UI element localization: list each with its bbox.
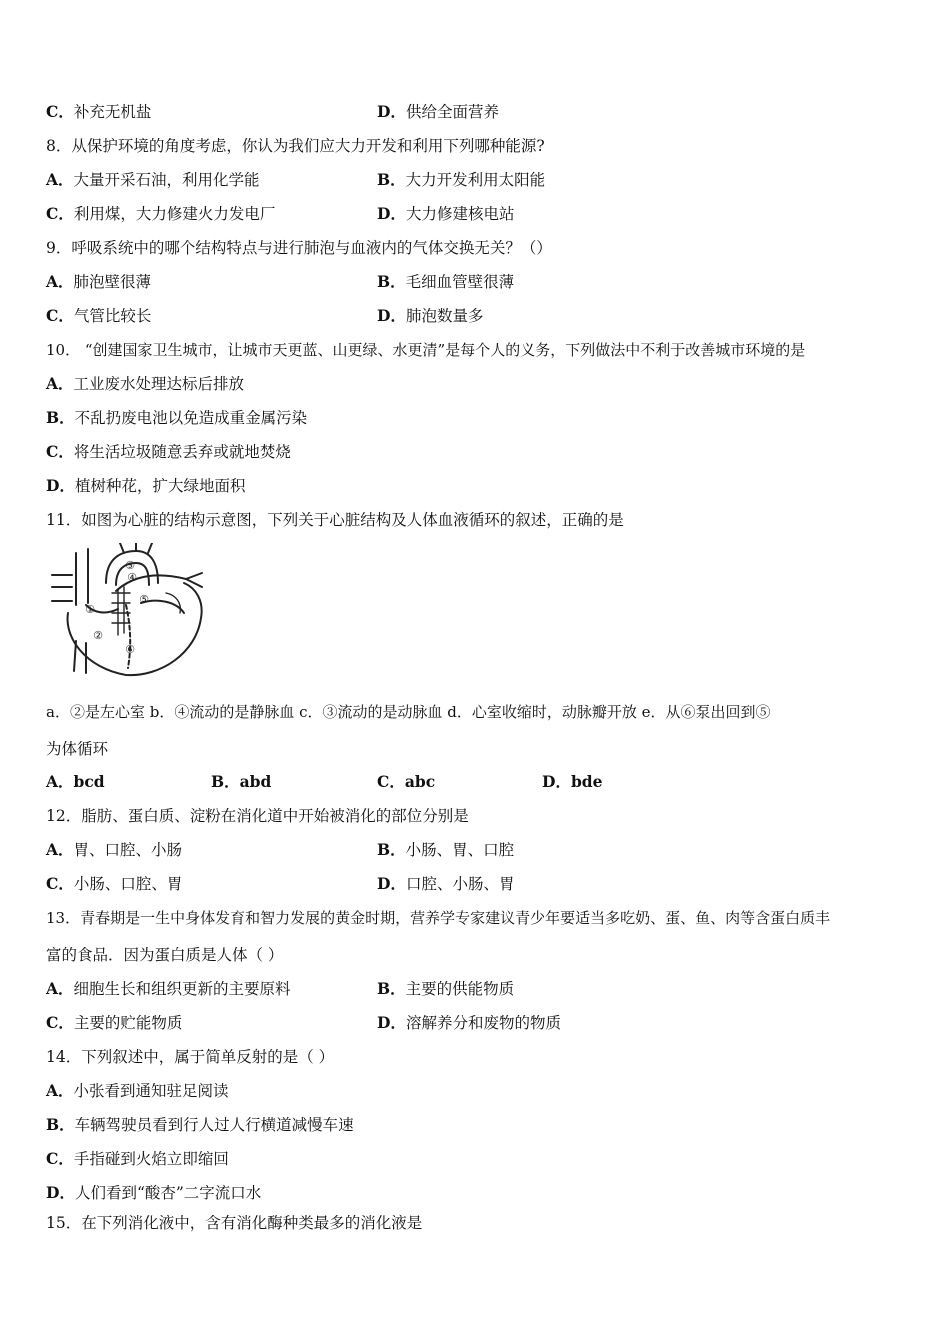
- option-label: D．: [46, 1183, 75, 1202]
- option-text: 车辆驾驶员看到行人过人行横道减慢车速: [74, 1116, 354, 1134]
- q14-stem: 14．下列叙述中，属于简单反射的是（ ）: [46, 1048, 335, 1066]
- q7-option-d: [377, 102, 499, 122]
- figure-label-3: ③: [125, 559, 135, 572]
- q12-option-d: [377, 874, 514, 894]
- q13-stem-line1: 13．青春期是一生中身体发育和智力发展的黄金时期，营养学专家建议青少年要适当多吃奶、蛋、鱼、肉等含蛋白质丰: [46, 909, 831, 927]
- q11-option-a: [46, 772, 105, 792]
- q13-stem-line2: 富的食品．因为蛋白质是人体（ ）: [46, 946, 284, 964]
- q11-stem: 11．如图为心脏的结构示意图，下列关于心脏结构及人体血液循环的叙述，正确的是: [46, 511, 624, 529]
- option-label: C．: [46, 306, 74, 325]
- option-text: 溶解养分和废物的物质: [405, 1014, 561, 1032]
- q14-option-d: [46, 1183, 261, 1203]
- option-text: 将生活垃圾随意丢弃或就地焚烧: [73, 443, 291, 461]
- figure-label-2: ②: [93, 629, 103, 642]
- q12-stem: 12．脂肪、蛋白质、淀粉在消化道中开始被消化的部位分别是: [46, 807, 469, 825]
- q11-option-d: [542, 772, 603, 792]
- q14-option-a: [46, 1081, 229, 1101]
- vena-cava-shape: [76, 549, 88, 605]
- option-text: 植树种花，扩大绿地面积: [74, 477, 246, 495]
- figure-label-6: ⑥: [125, 643, 135, 656]
- option-text: 小肠、胃、口腔: [405, 841, 515, 859]
- option-label: C．: [46, 442, 74, 461]
- option-text: 胃、口腔、小肠: [73, 841, 183, 859]
- q13-option-b: [377, 979, 514, 999]
- q10-stem: 10． “创建国家卫生城市，让城市天更蓝、山更绿、水更清”是每个人的义务，下列做法中不利于改善城市环境的是: [46, 341, 806, 359]
- q13-option-c: [46, 1013, 182, 1033]
- option-label: C．: [46, 102, 74, 121]
- option-label: D．: [377, 874, 406, 893]
- option-label: D．: [377, 102, 406, 121]
- option-label: B．: [377, 272, 406, 291]
- option-text: 人们看到“酸杏”二字流口水: [74, 1184, 262, 1202]
- option-text: 供给全面营养: [405, 103, 499, 121]
- option-text: abd: [239, 772, 272, 791]
- option-label: C．: [377, 772, 405, 791]
- option-text: 工业废水处理达标后排放: [73, 375, 245, 393]
- option-text: 不乱扔废电池以免造成重金属污染: [74, 409, 308, 427]
- option-label: A．: [46, 170, 74, 189]
- q8-option-d: [377, 204, 514, 224]
- q8-option-b: [377, 170, 545, 190]
- q9-option-a: [46, 272, 151, 292]
- option-label: A．: [46, 374, 74, 393]
- option-label: A．: [46, 840, 74, 859]
- q11-option-c: [377, 772, 435, 792]
- option-label: D．: [46, 476, 75, 495]
- q10-option-c: [46, 442, 291, 462]
- option-text: 肺泡壁很薄: [73, 273, 152, 291]
- q13-option-a: [46, 979, 291, 999]
- q11-option-b: [211, 772, 271, 792]
- q13-option-d: [377, 1013, 561, 1033]
- option-label: A．: [46, 979, 74, 998]
- option-text: 手指碰到火焰立即缩回: [73, 1150, 229, 1168]
- septum-shape: [126, 605, 130, 668]
- option-label: A．: [46, 772, 74, 791]
- option-label: A．: [46, 272, 74, 291]
- q9-option-d: [377, 306, 483, 326]
- option-label: A．: [46, 1081, 74, 1100]
- option-label: B．: [377, 979, 406, 998]
- option-text: 大力开发利用太阳能: [405, 171, 546, 189]
- q12-option-b: [377, 840, 514, 860]
- option-text: 大力修建核电站: [405, 205, 515, 223]
- option-text: bcd: [73, 772, 105, 791]
- option-text: 气管比较长: [73, 307, 152, 325]
- option-text: 补充无机盐: [73, 103, 152, 121]
- q9-option-c: [46, 306, 151, 326]
- pulmonary-veins-left-shape: [52, 575, 72, 601]
- option-text: 小肠、口腔、胃: [73, 875, 183, 893]
- option-text: 细胞生长和组织更新的主要原料: [73, 980, 291, 998]
- q7-option-c: [46, 102, 151, 122]
- option-label: C．: [46, 874, 74, 893]
- option-label: B．: [46, 408, 75, 427]
- option-text: 肺泡数量多: [405, 307, 484, 325]
- q10-option-a: [46, 374, 244, 394]
- option-label: C．: [46, 1013, 74, 1032]
- option-text: bde: [570, 772, 603, 791]
- option-text: 小张看到通知驻足阅读: [73, 1082, 229, 1100]
- option-label: D．: [377, 204, 406, 223]
- q9-option-b: [377, 272, 514, 292]
- option-label: D．: [377, 1013, 406, 1032]
- q11-statements-line2: 为体循环: [46, 740, 109, 758]
- option-label: B．: [377, 170, 406, 189]
- option-text: 口腔、小肠、胃: [405, 875, 515, 893]
- q10-option-b: [46, 408, 307, 428]
- figure-label-1: ①: [85, 603, 95, 616]
- option-label: D．: [377, 306, 406, 325]
- option-label: B．: [211, 772, 240, 791]
- q8-option-a: [46, 170, 260, 190]
- option-label: D．: [542, 772, 571, 791]
- option-text: 利用煤，大力修建火力发电厂: [73, 205, 276, 223]
- figure-label-4: ④: [127, 571, 137, 584]
- q8-stem: 8．从保护环境的角度考虑，你认为我们应大力开发和利用下列哪种能源?: [46, 137, 545, 155]
- option-label: B．: [46, 1115, 75, 1134]
- option-text: 大量开采石油，利用化学能: [73, 171, 260, 189]
- option-text: 毛细血管壁很薄: [405, 273, 515, 291]
- heart-diagram: [46, 543, 206, 681]
- q12-option-c: [46, 874, 182, 894]
- q9-stem: 9．呼吸系统中的哪个结构特点与进行肺泡与血液内的气体交换无关？（）: [46, 239, 552, 257]
- q12-option-a: [46, 840, 182, 860]
- q15-stem: 15．在下列消化液中，含有消化酶种类最多的消化液是: [46, 1214, 423, 1232]
- q14-option-c: [46, 1149, 229, 1169]
- option-text: 主要的供能物质: [405, 980, 515, 998]
- inferior-vena-cava-shape: [74, 641, 86, 673]
- option-label: C．: [46, 204, 74, 223]
- option-text: 主要的贮能物质: [73, 1014, 183, 1032]
- figure-label-5: ⑤: [139, 593, 149, 606]
- q10-option-d: [46, 476, 245, 496]
- option-label: B．: [377, 840, 406, 859]
- option-label: C．: [46, 1149, 74, 1168]
- option-text: abc: [404, 772, 436, 791]
- q11-statements-line1: a．②是左心室 b．④流动的是静脉血 c．③流动的是动脉血 d．心室收缩时，动脉瓣开放 e．从⑥泵出回到⑤: [46, 703, 771, 721]
- q8-option-c: [46, 204, 275, 224]
- q14-option-b: [46, 1115, 354, 1135]
